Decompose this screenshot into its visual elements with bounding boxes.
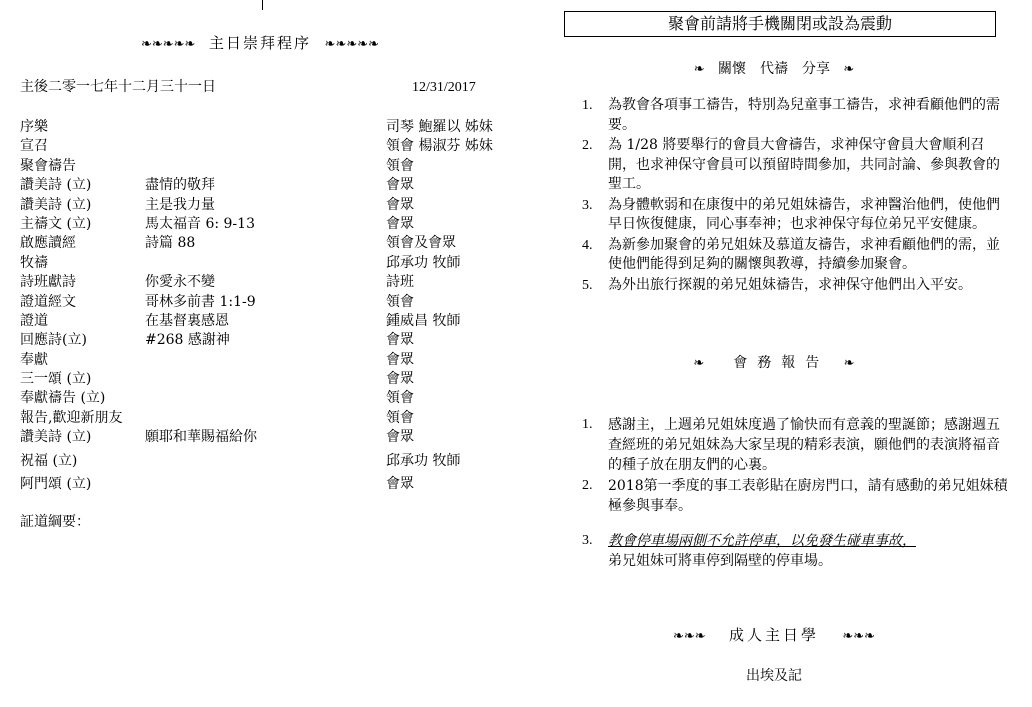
- order-leader: 司琴 鮑羅以 姊妹: [386, 119, 493, 135]
- order-row: [20, 313, 510, 332]
- order-row: [20, 352, 510, 371]
- order-leader: 領會: [386, 390, 414, 407]
- order-row: [20, 138, 510, 157]
- order-leader: 會眾: [386, 475, 414, 492]
- order-row: [20, 371, 510, 390]
- announcements-page: [516, 0, 1032, 707]
- item-text: 2018第一季度的事工表彰貼在廚房門口，請有感動的弟兄姐妹積極參與事奉。: [608, 478, 1008, 514]
- order-leader: 會眾: [386, 351, 414, 368]
- ornament-right-icon: ❧❧❧❧❧: [324, 37, 380, 52]
- worship-order-heading: [110, 34, 410, 53]
- list-item: [582, 96, 1012, 135]
- care-title: 關懷 代禱 分享: [718, 61, 830, 77]
- order-item: 讚美詩 (立): [20, 177, 92, 194]
- order-content: 馬太福音 6: 9-13: [145, 215, 255, 232]
- list-item: [582, 476, 1012, 516]
- order-item: 三一頌 (立): [20, 371, 92, 388]
- order-item: 奉獻: [20, 351, 48, 368]
- item-number: 3.: [582, 533, 593, 548]
- order-content: 主是我力量: [145, 196, 215, 213]
- list-item: [582, 415, 1012, 475]
- ornament-icon: ❧❧❧: [672, 629, 706, 644]
- order-item: 報告,歡迎新朋友: [20, 409, 123, 426]
- order-row: [20, 177, 510, 196]
- sunday-school-title: 成人主日學: [728, 626, 819, 644]
- order-leader: 領會: [386, 157, 414, 174]
- order-item: 詩班獻詩: [20, 274, 76, 291]
- item-text: 為身體軟弱和在康復中的弟兄姐妹禱告，求神醫治他們，使他們早日恢復健康，同心事奉神；也求神保守每位弟兄平安健康。: [608, 196, 1000, 232]
- order-item: 牧禱: [20, 254, 48, 271]
- order-row: [20, 235, 510, 254]
- order-leader: 鍾威昌 牧師: [386, 312, 461, 329]
- order-row: [20, 119, 510, 138]
- prayer-list: [582, 96, 1012, 296]
- order-item: 阿門頌 (立): [20, 475, 92, 492]
- item-number: 5.: [582, 277, 593, 293]
- item-number: 4.: [582, 237, 593, 253]
- order-item: 序樂: [20, 119, 48, 135]
- item-text: 為教會各項事工禱告，特別為兒童事工禱告，求神看顧他們的需要。: [608, 97, 1000, 133]
- order-content: 盡情的敬拜: [145, 177, 215, 194]
- date-chinese: 主後二零一七年十二月三十一日: [20, 79, 216, 95]
- order-item: 聚會禱告: [20, 157, 76, 174]
- order-row: [20, 197, 510, 216]
- order-item: 讚美詩 (立): [20, 429, 92, 446]
- item-text: 為外出旅行探親的弟兄姐妹禱告，求神保守他們出入平安。: [608, 276, 972, 293]
- order-row: [20, 274, 510, 293]
- parking-warning: 教會停車場兩側不允許停車，以免發生碰車事故，: [608, 533, 916, 549]
- order-content: 在基督裏感恩: [145, 312, 229, 329]
- order-content: 你愛永不變: [145, 274, 215, 291]
- order-row: [20, 332, 510, 351]
- order-content: 詩篇 88: [145, 235, 196, 252]
- ornament-icon: ❧: [693, 356, 705, 371]
- item-text: 感謝主，上週弟兄姐妹度過了愉快而有意義的聖誕節；感謝週五查經班的弟兄姐妹為大家呈現的精彩表演，願他們的表演將福音的種子放在朋友們的心裏。: [608, 417, 1000, 473]
- order-leader: 會眾: [386, 177, 414, 194]
- order-row: [20, 472, 510, 495]
- order-row: [20, 429, 510, 448]
- order-leader: 領會: [386, 409, 414, 426]
- order-item: 奉獻禱告 (立): [20, 390, 106, 407]
- sunday-school-topic: 出埃及記: [746, 668, 802, 684]
- sunday-school-heading: [516, 626, 1032, 645]
- item-number: 1.: [582, 98, 593, 113]
- care-heading: [516, 61, 1032, 79]
- ornament-icon: ❧: [693, 62, 705, 77]
- ornament-icon: ❧: [843, 62, 855, 77]
- item-number: 2.: [582, 138, 593, 153]
- order-leader: 邱承功 牧師: [386, 452, 461, 469]
- sermon-outline-label: 証道綱要：: [20, 514, 90, 530]
- order-item: 證道: [20, 312, 48, 329]
- order-leader: 會眾: [386, 215, 414, 232]
- order-leader: 詩班: [386, 274, 414, 291]
- order-leader: 會眾: [386, 429, 414, 446]
- item-text: 為 1/28 將要舉行的會員大會禱告，求神保守會員大會順利召開，也求神保守會員可以預留時間參加，共同討論、參與教會的聖工。: [608, 137, 1000, 192]
- ornament-icon: ❧: [843, 356, 855, 371]
- date-numeric: 12/31/2017: [412, 80, 476, 95]
- order-row: [20, 158, 510, 177]
- list-item: [582, 196, 1012, 235]
- ornament-left-icon: ❧❧❧❧❧: [140, 37, 196, 52]
- order-content: 願耶和華賜福給你: [145, 429, 257, 446]
- order-content: 哥林多前書 1:1-9: [145, 293, 256, 310]
- order-row: [20, 255, 510, 274]
- order-item: 證道經文: [20, 293, 76, 310]
- order-item: 宣召: [20, 138, 48, 155]
- order-leader: 會眾: [386, 332, 414, 349]
- announcement-list: [582, 415, 1012, 572]
- item-number: 2.: [582, 478, 593, 493]
- order-leader: 邱承功 牧師: [386, 254, 461, 271]
- order-row: [20, 410, 510, 429]
- list-item: [582, 531, 1012, 571]
- order-row: [20, 216, 510, 235]
- item-number: 1.: [582, 417, 593, 432]
- item-text: 弟兄姐妹可將車停到隔壁的停車場。: [608, 553, 832, 569]
- list-item: [582, 276, 1012, 296]
- affairs-heading: [516, 355, 1032, 373]
- order-row: [20, 449, 510, 472]
- order-item: 啟應讀經: [20, 235, 76, 252]
- ornament-icon: ❧❧❧: [842, 629, 875, 644]
- order-leader: 領會: [386, 293, 414, 310]
- service-date: [20, 79, 490, 99]
- order-content: #268 感謝神: [145, 332, 230, 349]
- order-row: [20, 390, 510, 409]
- order-leader: 會眾: [386, 371, 414, 388]
- list-item: [582, 136, 1012, 195]
- item-number: 3.: [582, 197, 593, 213]
- worship-order-title: 主日崇拜程序: [208, 34, 311, 52]
- phone-notice-box: 聚會前請將手機關閉或設為震動: [564, 11, 996, 37]
- list-item: [582, 236, 1012, 275]
- order-leader: 領會 楊淑芬 姊妹: [386, 138, 493, 155]
- order-item: 祝福 (立): [20, 452, 78, 469]
- order-of-service: [20, 119, 510, 495]
- order-row: [20, 294, 510, 313]
- item-text: 為新參加聚會的弟兄姐妹及慕道友禱告，求神看顧他們的需，並使他們能得到足夠的關懷與教導，持續參加聚會。: [608, 236, 1000, 272]
- order-item: 讚美詩 (立): [20, 196, 92, 213]
- order-item: 回應詩(立): [20, 332, 87, 349]
- order-leader: 領會及會眾: [386, 235, 456, 252]
- affairs-title: 會務報告: [733, 355, 830, 371]
- order-leader: 會眾: [386, 196, 414, 213]
- order-item: 主禱文 (立): [20, 215, 92, 232]
